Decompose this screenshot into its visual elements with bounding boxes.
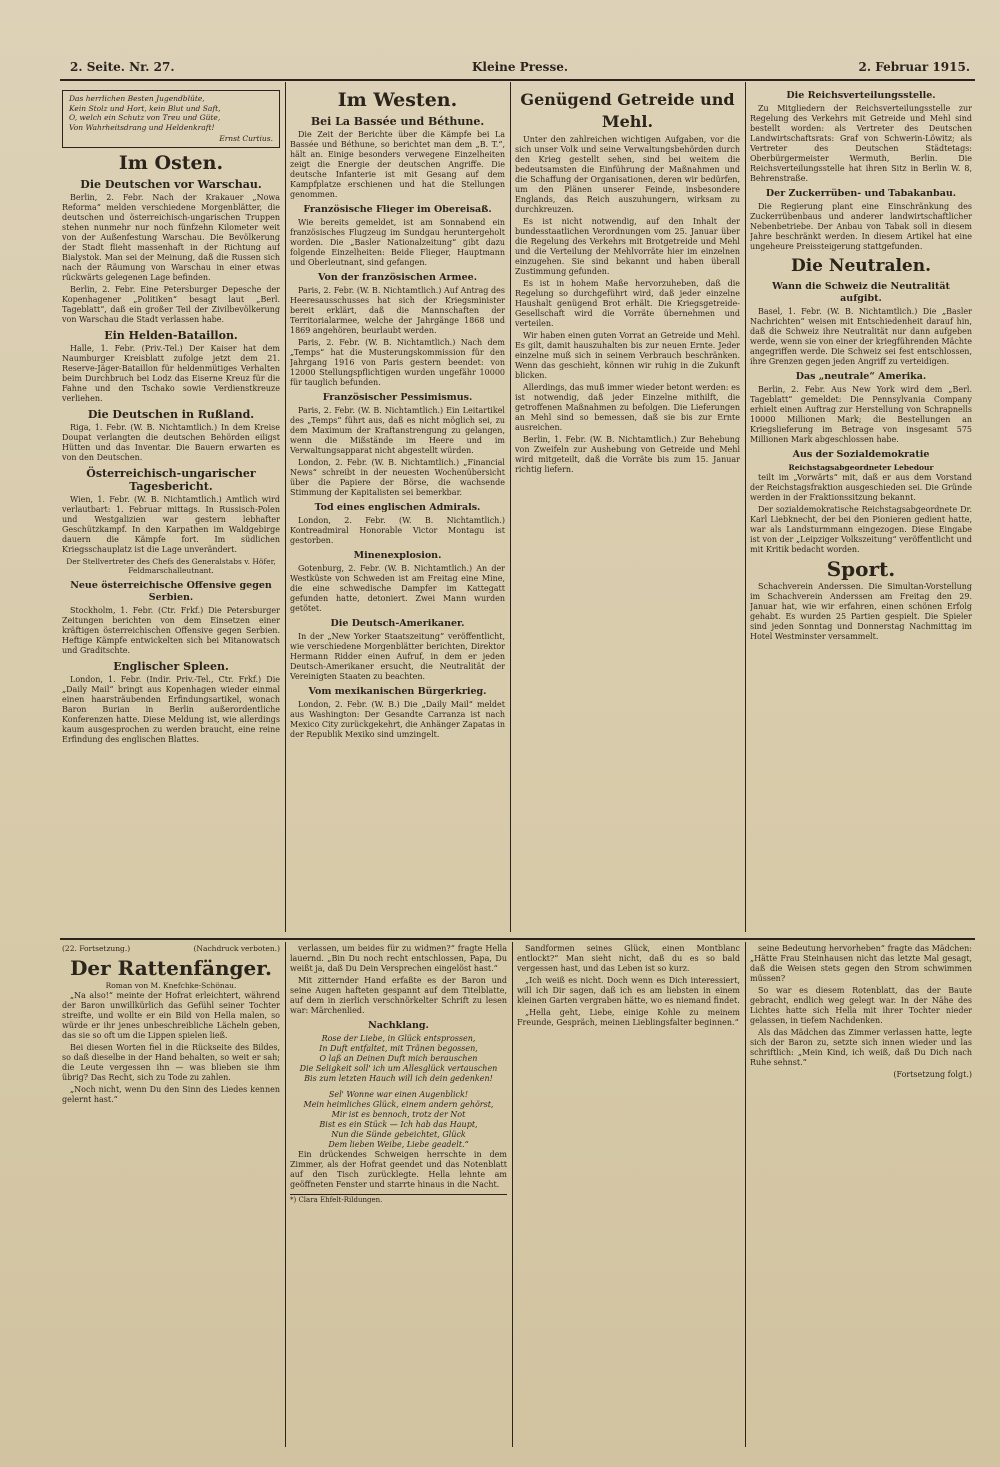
article-text: Wien, 1. Febr. (W. B. Nichtamtlich.) Amtlich wird verlautbart: 1. Februar mittags. In Russisch-Polen und Westgalizien war gestern lebhafter Geschützkampf. In den Karpathen im Waldgebirge dauern die Kämpfe fort. Im südlichen Kriegsschauplatz ist die Lage unverändert. <box>62 494 280 554</box>
article-headline: Das „neutrale“ Amerika. <box>795 371 927 382</box>
poem-line: Mein heimliches Glück, einem andern gehörst, <box>303 1100 494 1109</box>
poem-line: Sel' Wonne war einen Augenblick! <box>328 1090 469 1099</box>
poem-line: O laß an Deinen Duft mich berauschen <box>319 1054 478 1063</box>
poem-line: Bis zum letzten Hauch will ich dein gedenken! <box>304 1074 493 1083</box>
article-text: Riga, 1. Febr. (W. B. Nichtamtlich.) In dem Kreise Doupat verlangten die deutschen Behörden eiligst Hütten und das Inventar. Die Bauern erwarten es von den Deutschen. <box>62 422 280 462</box>
article-text: Die Regierung plant eine Einschränkung des Zuckerrübenbaus und anderer landwirtschaftlicher Nebenbetriebe. Der Anbau von Tabak soll in diesem Jahre beschränkt werden. In diesem Artikel hat eine ungeheure Preissteigerung stattgefunden. <box>750 202 972 251</box>
article-subheadline: Wann die Schweiz die Neutralität aufgibt. <box>772 281 950 304</box>
article-headline: Neue österreichische Offensive gegen Serbien. <box>70 579 272 603</box>
article-text: Berlin, 1. Febr. (W. B. Nichtamtlich.) Zur Behebung von Zweifeln zur Aushebung von Getreide und Mehl wird mitgeteilt, daß die Vorräte bis zum 15. Januar richtig liefern. <box>515 435 740 474</box>
page-header <box>70 58 970 78</box>
article-text: Halle, 1. Febr. (Priv.-Tel.) Der Kaiser hat dem Naumburger Kreisblatt zufolge jetzt dem 21. Reserve-Jäger-Bataillon für heldenmütiges Verhalten beim Durchbruch bei Lodz das Eiserne Kreuz für die Fahne und den Tschako sowie Verdienstkreuze verliehen. <box>62 343 280 403</box>
motto-box <box>62 90 280 148</box>
column-im-osten <box>62 86 280 934</box>
column-divider <box>512 942 513 1447</box>
article-text: Gotenburg, 2. Febr. (W. B. Nichtamtlich.) An der Westküste von Schweden ist am Freitag eine Mine, die eine schwedische Dampfer im Kattegatt gefunden hatte, detoniert. Zwei Mann wurden getötet. <box>290 564 505 613</box>
novel-text: „Na also!“ meinte der Hofrat erleichtert, während der Baron unwillkürlich das Gefühl seiner Tochter streifte, und wollte er ein Bild von Hella malen, so würde er ihr jenes unbeschreibliche Lächeln geben, das sie so oft um die Lippen spielen ließ. <box>62 990 280 1040</box>
article-headline: Französische Flieger im Obereisaß. <box>303 204 492 215</box>
novel-text: „Ich weiß es nicht. Doch wenn es Dich interessiert, will ich Dir sagen, daß ich es am liebsten in einem kleinen Garten vergraben hätte, wo es niemand findet. <box>517 976 740 1005</box>
section-title: Genügend Getreide und Mehl. <box>520 90 735 131</box>
article-headline: Die Reichsverteilungsstelle. <box>786 90 936 101</box>
motto-author: Ernst Curtius. <box>219 134 273 143</box>
article-text: Zu Mitgliedern der Reichsverteilungsstelle zur Regelung des Verkehrs mit Getreide und Mehl sind bestellt worden: als Vertreter des Deutschen Landwirtschaftsrats: Graf von Schwerin-Löwitz; als Vertreter des Deutschen Städtetags: Oberbürgermeister Wermuth, Berlin. Die Reichsverteilungsstelle hat ihren Sitz in Berlin W. 8, Behrenstraße. <box>750 104 972 183</box>
article-subheadline: Reichstagsabgeordneter Lebedour <box>788 463 934 472</box>
article-text: Allerdings, das muß immer wieder betont werden: es ist notwendig, daß jeder Einzelne mithilft, die getroffenen Maßnahmen zu befolgen. Die Lieferungen an Mehl sind so bemessen, daß sie bis zur Ernte ausreichen. <box>515 383 740 432</box>
poem-line: Nun die Sünde gebeichtet, Glück <box>331 1130 466 1139</box>
article-headline: Ein Helden-Bataillon. <box>104 328 238 342</box>
poem-line: Bist es ein Stück — Ich hab das Haupt, <box>319 1120 478 1129</box>
novel-text: „Hella geht, Liebe, einige Kohle zu meinem Freunde, Gespräch, meinen Lieblingsfalter beginnen.“ <box>517 1008 740 1027</box>
article-headline: Die Deutschen vor Warschau. <box>80 177 262 191</box>
article-text: London, 2. Febr. (W. B.) Die „Daily Mail“ meldet aus Washington: Der Gesandte Carranza ist nach Mexico City zurückgekehrt, die Anhänger Zapatas in der Republik Mexiko sind umzingelt. <box>290 700 505 739</box>
novel-title: Der Rattenfänger. <box>70 956 272 980</box>
article-text: London, 2. Febr. (W. B. Nichtamtlich.) „Financial News“ schreibt in der neuesten Wochenübersicht über die Papiere der Börse, die wachsende Stimmung der Kapitalisten sei bemerkbar. <box>290 458 505 497</box>
article-text: Paris, 2. Febr. (W. B. Nichtamtlich.) Auf Antrag des Heeresausschusses hat sich der Kriegsminister bereit erklärt, daß die Mannschaften der Territorialarmee, welche der Jahrgänge 1868 und 1869 angehören, beurlaubt werden. <box>290 286 505 335</box>
article-headline: Minenexplosion. <box>353 550 442 561</box>
page-number: 2. Seite. Nr. 27. <box>70 60 175 74</box>
article-text: Es ist nicht notwendig, auf den Inhalt der bundesstaatlichen Verordnungen vom 25. Januar über die Regelung des Verkehrs mit Brotgetreide und Mehl und die Verteilung der Mehlvorräte hier im einzelnen einzugehen. Sie sind bekannt und haben überall Zustimmung gefunden. <box>515 217 740 276</box>
column-getreide <box>515 86 740 934</box>
feuilleton-column <box>517 944 740 1444</box>
paper-name: Kleine Presse. <box>471 60 569 74</box>
column-divider <box>510 82 511 932</box>
article-text: Es ist in hohem Maße hervorzuheben, daß die Regelung so durchgeführt wird, daß jeder einzelne Haushalt genügend Brot erhält. Die Kriegsgetreide-Gesellschaft wird die Vorräte übernehmen und verteilen. <box>515 279 740 328</box>
article-headline: Der Zuckerrüben- und Tabakanbau. <box>765 188 957 199</box>
novel-text: Ein drückendes Schweigen herrschte in dem Zimmer, als der Hofrat geendet und das Notenblatt auf den Tisch zurücklegte. Hella lehnte am geöffneten Fenster und starrte hinaus in die Nacht. <box>290 1150 507 1189</box>
article-headline: Von der französischen Armee. <box>317 272 477 283</box>
article-text: Basel, 1. Febr. (W. B. Nichtamtlich.) Die „Basler Nachrichten“ weisen mit Entschiedenheit darauf hin, daß die Schweiz ihre Neutralität nur dann aufgeben werde, wenn sie von einer der kriegführenden Mächte angegriffen werde. Die Schweiz sei fest entschlossen, ihre Grenzen gegen jeden Angriff zu verteidigen. <box>750 307 972 366</box>
article-text: Berlin, 2. Febr. Eine Petersburger Depesche der Kopenhagener „Politiken“ besagt laut „Berl. Tageblatt“, daß ein großer Teil der Zivilbevölkerung von Warschau die Stadt verlassen habe. <box>62 284 280 324</box>
column-im-westen <box>290 86 505 934</box>
novel-text: „Noch nicht, wenn Du den Sinn des Liedes kennen gelernt hast.“ <box>62 1084 280 1104</box>
section-title: Sport. <box>826 556 896 581</box>
article-text: Wie bereits gemeldet, ist am Sonnabend ein französisches Flugzeug im Sundgau heruntergeholt worden. Die „Basler Nationalzeitung“ gibt dazu folgende Einzelheiten: Beide Flieger, Hauptmann und Oberleutnant, sind gefangen. <box>290 218 505 267</box>
article-text: Wir haben einen guten Vorrat an Getreide und Mehl. Es gilt, damit hauszuhalten bis zur neuen Ernte. Jeder einzelne muß sich in seinem Verbrauch beschränken. Wenn das geschieht, können wir ruhig in die Zukunft blicken. <box>515 331 740 380</box>
column-divider <box>745 82 746 932</box>
column-divider <box>285 82 286 932</box>
article-text: In der „New Yorker Staatszeitung“ veröffentlicht, wie verschiedene Morgenblätter berichten, Direktor Hermann Ridder einen Aufruf, in dem er jeden Deutsch-Amerikaner ersucht, die Neutralität der Vereinigten Staaten zu beachten. <box>290 632 505 681</box>
feuilleton-column <box>750 944 972 1444</box>
poem-title: Nachklang. <box>368 1020 429 1031</box>
feuilleton-column <box>62 944 280 1444</box>
article-text: Unter den zahlreichen wichtigen Aufgaben, vor die sich unser Volk und seine Verwaltungsbehörden durch den Krieg gestellt sehen, sind bei weitem die bedeutsamsten die Einführung der Maßnahmen und die Schaffung der Organisationen, deren wir bedürfen, um den Plänen unserer Feinde, insbesondere Englands, das Reich auszuhungern, wirksam zu durchkreuzen. <box>515 135 740 214</box>
novel-text: seine Bedeutung hervorheben“ fragte das Mädchen: „Hätte Frau Steinhausen nicht das letzte Mal gesagt, daß die Weisen stets gegen den Strom schwimmen müssen? <box>750 944 972 983</box>
novel-author: Roman von M. Knefchke-Schönau. <box>105 981 237 990</box>
continuation-note: (Fortsetzung folgt.) <box>893 1070 972 1079</box>
novel-text: Sandformen seines Glück, einen Montblanc entlockt?“ Man sieht nicht, daß du es so bald vergessen hast, und das Leben ist so kurz. <box>517 944 740 973</box>
novel-text: Als das Mädchen das Zimmer verlassen hatte, legte sich der Baron zu, setzte sich innen wieder und las schriftlich: „Mein Kind, ich weiß, daß Du Dich nach Ruhe sehnst.“ <box>750 1028 972 1067</box>
poem-line: Dem lieben Weibe, Liebe geadelt.“ <box>328 1140 469 1149</box>
poem-line: Mir ist es bennoch, trotz der Not <box>331 1110 466 1119</box>
feuilleton-column <box>290 944 507 1444</box>
header-rule <box>60 79 975 81</box>
installment-label: (22. Fortsetzung.) <box>62 944 131 953</box>
article-text: teilt im „Vorwärts“ mit, daß er aus dem Vorstand der Reichstagsfraktion ausgeschieden sei. Die Gründe werden in der Fraktionssitzung bekannt. <box>750 472 972 502</box>
article-text: Paris, 2. Febr. (W. B. Nichtamtlich.) Nach dem „Temps“ hat die Musterungskommission für den Jahrgang 1916 von Paris gestern beendet: von 12000 Stellungspflichtigen wurden ungefähr 10000 für tauglich befunden. <box>290 338 505 387</box>
motto-line: Das herrlichen Besten Jugendblüte, <box>69 94 205 103</box>
column-divider <box>745 942 746 1447</box>
novel-text: Bei diesen Worten fiel in die Rückseite des Bildes, so daß dieselbe in der Hand behalten, so weit er sah; die Leute vergessen ihn — was blieben sie ihm übrig? Das Recht, sich zu Tode zu zahlen. <box>62 1042 280 1082</box>
article-text: Schachverein Anderssen. Die Simultan-Vorstellung im Schachverein Anderssen am Freitag den 29. Januar hat, wie wir erfahren, einen schönen Erfolg gehabt. Es wurden 25 Partien gespielt. Die Spieler sind jeden Sonntag und Donnerstag Nachmittag im Hotel Westminster versammelt. <box>750 581 972 641</box>
article-headline: Vom mexikanischen Bürgerkrieg. <box>308 686 487 697</box>
footnote: *) Clara Ehfelt-Rildungen. <box>290 1194 507 1205</box>
article-headline: Englischer Spleen. <box>113 659 229 673</box>
article-headline: Französischer Pessimismus. <box>322 392 473 403</box>
article-headline: Österreichisch-ungarischer Tagesbericht. <box>86 466 256 493</box>
novel-text: So war es diesem Rotenblatt, das der Baute gebracht, endlich weg gelegt war. In der Nähe des Lichtes hatte sich Hella mit ihrer Tochter nieder gelassen, in tiefem Nachdenken. <box>750 986 972 1025</box>
poem-line: In Duft entfaltet, mit Tränen begossen, <box>319 1044 478 1053</box>
article-text: Paris, 2. Febr. (W. B. Nichtamtlich.) Ein Leitartikel des „Temps“ führt aus, daß es nicht möglich sei, zu dem Maximum der Kraftanstrengung zu gelangen, wenn die Mißstände im Heere und im Verwaltungsapparat nicht abgestellt würden. <box>290 406 505 455</box>
poem-line: Die Seligkeit soll' ich um Allesglück vertauschen <box>299 1064 498 1073</box>
poem-line: Rose der Liebe, in Glück entsprossen, <box>321 1034 476 1043</box>
article-text: London, 1. Febr. (Indir. Priv.-Tel., Ctr. Frkf.) Die „Daily Mail“ bringt aus Kopenhagen wieder einmal einen haarsträubenden Erfindungsartikel, wonach Baron Burian in Berlin außerordentliche Konferenzen hatte. Diese Meldung ist, wie allerdings kaum ausgesprochen zu werden braucht, eine reine Erfindung des englischen Blattes. <box>62 674 280 744</box>
section-title: Im Westen. <box>337 89 458 111</box>
article-text: Der sozialdemokratische Reichstagsabgeordnete Dr. Karl Liebknecht, der bei den Pionieren gedient hatte, war als Landsturmmann eingezogen. Diese Eingabe ist von der „Leipziger Volkszeitung“ veröffentlicht und mit Kritik bedacht worden. <box>750 504 972 554</box>
section-title: Im Osten. <box>118 151 224 174</box>
section-title: Die Neutralen. <box>790 256 932 276</box>
article-text: Stockholm, 1. Febr. (Ctr. Frkf.) Die Petersburger Zeitungen berichten von dem Einsetzen einer kräftigen österreichischen Offensive gegen Serbien. Heftige Kämpfe entwickelten sich bei Mitanowatsch und Graditschte. <box>62 605 280 655</box>
article-headline: Die Deutsch-Amerikaner. <box>330 618 465 629</box>
column-reichsverteilung <box>750 86 972 934</box>
article-text: Die Zeit der Berichte über die Kämpfe bei La Bassée und Béthune, so berichtet man dem „B. T.“, hält an. Einige besonders verwegene Einzelheiten zeigt die Energie der deutschen Angriffe. Die deutsche Infanterie ist mit Gesang auf dem Kampfplatze erschienen und hat die Stellungen genommen. <box>290 130 505 199</box>
article-text: London, 2. Febr. (W. B. Nichtamtlich.) Kontreadmiral Honorable Victor Montagu ist gestorben. <box>290 516 505 545</box>
article-headline: Bei La Bassée und Béthune. <box>310 115 485 128</box>
article-text: Berlin, 2. Febr. Aus New York wird dem „Berl. Tageblatt“ gemeldet: Die Pennsylvania Company erhielt einen Auftrag zur Herstellung von Schrapnells 10000 Millionen Mark; die Bestellungen an Kriegslieferung im Betrage von insgesamt 575 Millionen Mark abgeschlossen habe. <box>750 385 972 444</box>
issue-date: 2. Februar 1915. <box>858 60 970 74</box>
article-headline: Die Deutschen in Rußland. <box>87 407 255 421</box>
column-divider <box>285 942 286 1447</box>
article-headline: Aus der Sozialdemokratie <box>792 449 930 460</box>
motto-line: Von Wahrheitsdrang und Heldenkraft! <box>69 122 215 132</box>
article-text: Berlin, 2. Febr. Nach der Krakauer „Nowa Reforma“ melden verschiedene Morgenblätter, die deutschen und österreichisch-ungarischen Truppen stehen nunmehr nur noch fünfzehn Kilometer weit von der Außenfestung Warschau. Die Bevölkerung der Stadt flieht massenhaft in der Richtung auf Bialystok. Man sei der Meinung, daß die Russen sich nach der Räumung von Warschau in einer etwas rückwärts gelegenen Lage befinden. <box>62 192 280 282</box>
motto-line: Kein Stolz und Hort, kein Blut und Saft, <box>69 103 221 113</box>
novel-text: Mit zitternder Hand erfaßte es der Baron und seine Augen hafteten gespannt auf dem Titelblatte, auf dem in zierlich verschnörkelter Schrift zu lesen war: Märchenlied. <box>290 976 507 1015</box>
article-signature: Der Stellvertreter des Chefs des Generalstabs v. Höfer, Feldmarschalleutnant. <box>66 556 276 575</box>
poem <box>290 1034 507 1150</box>
feuilleton-rule <box>60 938 975 940</box>
article-headline: Tod eines englischen Admirals. <box>314 502 481 513</box>
motto-line: O, welch ein Schutz von Treu und Güte, <box>69 113 221 122</box>
copyright-label: (Nachdruck verboten.) <box>193 944 280 953</box>
novel-text: verlassen, um beides für zu widmen?“ fragte Hella lauernd. „Bin Du noch recht entschlossen, Papa, Du weißt ja, daß Du Dein Versprechen eingelöst hast.“ <box>290 944 507 973</box>
